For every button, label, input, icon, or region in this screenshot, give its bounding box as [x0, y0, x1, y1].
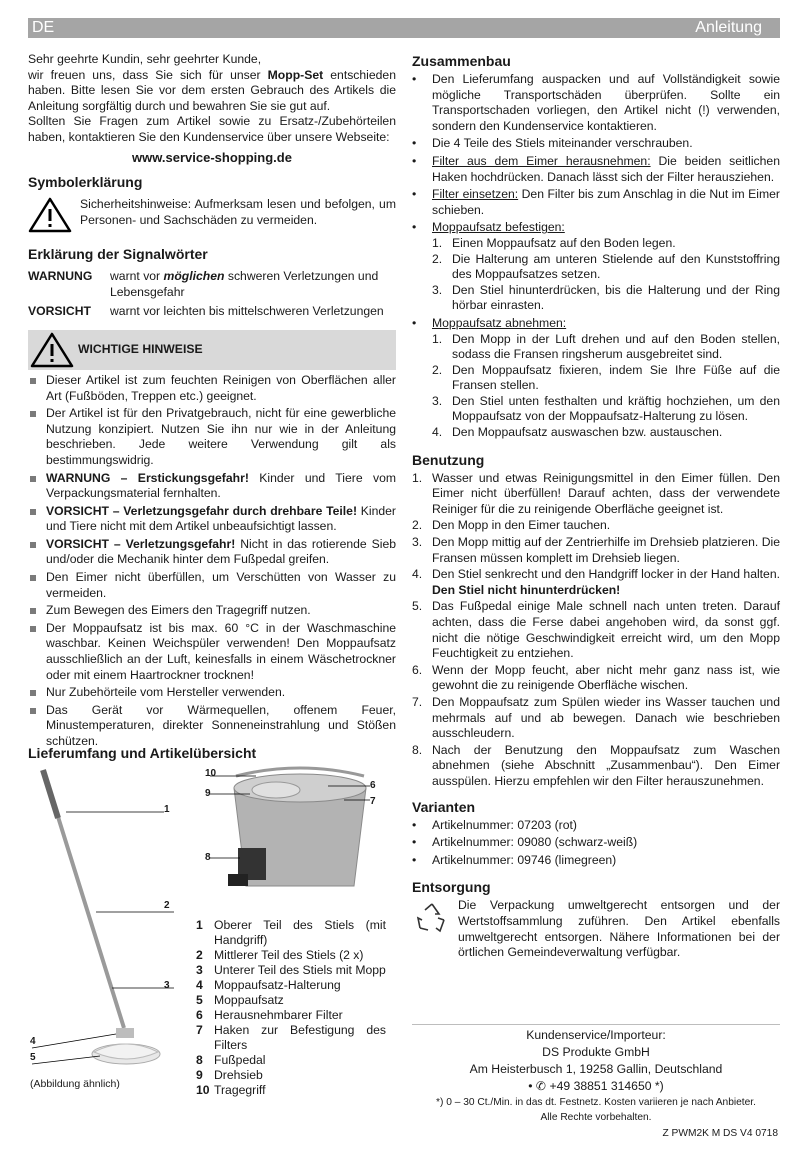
overview-heading: Lieferumfang und Artikelübersicht — [28, 745, 257, 761]
part-number: 1 — [196, 918, 203, 932]
signal-row-caution — [28, 304, 396, 320]
signal-value — [110, 269, 396, 300]
list-item: 8. Nach der Benutzung den Moppaufsatz zum Waschen abnehmen (siehe Abschnitt „Zusammenbau“). Den Eimer ausspülen. Hierzu empfehlen wir den Filter herauszunehmen. — [412, 742, 780, 788]
list-item: Der Artikel ist für den Privatgebrauch, nicht für eine gewerbliche Nutzung konzipiert. Nutzen Sie ihn nur wie in der Anleitung beschrieben. Jede weitere Verwendung gilt als bestimmungswidrig. — [28, 406, 396, 468]
callout: 6 — [370, 780, 376, 791]
mop-handle — [43, 770, 58, 818]
doc-title: Anleitung — [695, 19, 762, 36]
part-number: 5 — [196, 993, 203, 1007]
disposal-heading: Entsorgung — [412, 879, 491, 896]
list-item: • Artikelnummer: 09080 (schwarz-weiß) — [412, 835, 780, 851]
list-item-text: Den Filter bis zum Anschlag in die Nut im Eimer schieben. — [432, 187, 780, 217]
part-label: Tragegriff — [214, 1083, 266, 1097]
list-item-bold: VORSICHT – Verletzungsgefahr durch drehbare Teile! — [46, 503, 358, 518]
disposal-row — [412, 898, 780, 960]
footer — [412, 1024, 780, 1125]
sub-list-text: Den Stiel unten festhalten und kräftig hochziehen, um den Moppaufsatz von der Moppaufsatz-Halterung zu lösen. — [452, 393, 780, 424]
variants-heading: Varianten — [412, 798, 476, 815]
recycle-icon — [412, 898, 452, 938]
list-item: • Die 4 Teile des Stiels miteinander verschrauben. — [412, 136, 780, 152]
parts-list-item — [196, 1053, 386, 1068]
sub-list-item: 1. Einen Moppaufsatz auf den Boden legen. — [432, 235, 676, 250]
part-label: Oberer Teil des Stiels (mit Handgriff) — [214, 918, 386, 947]
list-item-text: Wenn der Mopp feucht, aber nicht mehr ganz nass ist, wie gewohnt die zu reinigende Oberfläche wischen. — [432, 662, 780, 693]
part-number: 3 — [196, 963, 203, 977]
list-item: • Artikelnummer: 07203 (rot) — [412, 818, 780, 834]
list-item-title: Moppaufsatz abnehmen: — [432, 315, 567, 330]
symbols-heading: Symbolerklärung — [28, 174, 143, 191]
signal-key: VORSICHT — [28, 304, 91, 319]
sub-list-text: Den Stiel hinunterdrücken, bis die Halterung und der Ring hörbar einrasten. — [452, 282, 780, 313]
sub-list-text: Einen Moppaufsatz auf den Boden legen. — [452, 235, 676, 250]
list-item: 1. Wasser und etwas Reinigungsmittel in den Eimer füllen. Den Eimer nicht überfüllen! Darauf achten, dass der verwendete Reiniger für die zu reinigende Oberfläche geeignet ist. — [412, 470, 780, 516]
part-number: 7 — [196, 1023, 203, 1037]
footer-line: Kundenservice/Importeur: — [526, 1028, 666, 1042]
list-item — [412, 316, 780, 441]
part-number: 10 — [196, 1083, 210, 1097]
part-label: Fußpedal — [214, 1053, 266, 1067]
signal-text: warnt vor — [110, 269, 164, 284]
language-code: DE — [32, 19, 55, 36]
greeting: Sehr geehrte Kundin, sehr geehrter Kunde, — [28, 52, 262, 66]
signal-key: WARNUNG — [28, 269, 93, 284]
list-item — [412, 154, 780, 185]
callout: 4 — [30, 1036, 36, 1047]
figure-caption: (Abbildung ähnlich) — [30, 1078, 120, 1090]
list-item-bold: Den Stiel nicht hinunterdrücken! — [432, 582, 621, 597]
parts-list-item — [196, 963, 386, 978]
important-notes-bar — [28, 330, 396, 370]
list-item — [412, 220, 780, 314]
important-notes-list — [28, 373, 396, 750]
callout: 2 — [164, 900, 170, 911]
callout: 3 — [164, 980, 170, 991]
list-item-text: Nicht in das rotierende Sieb und/oder die Mechanik hinter dem Fußpedal greifen. — [46, 536, 396, 567]
list-item: Das Gerät vor Wärmequellen, offenem Feuer, Minustemperaturen, direkter Sonneneinstrahlung und Stößen schützen. — [28, 703, 396, 750]
part-label: Moppaufsatz-Halterung — [214, 978, 341, 992]
list-item — [28, 504, 396, 535]
parts-list-item — [196, 978, 386, 993]
list-item — [28, 471, 396, 502]
footer-note: *) 0 – 30 Ct./Min. in das dt. Festnetz. Kosten variieren je nach Anbieter. — [436, 1097, 756, 1108]
list-item-text: Wasser und etwas Reinigungsmittel in den Eimer füllen. Den Eimer nicht überfüllen! Darauf achten, dass der verwendete Reiniger für die zu reinigende Oberfläche geeignet ist. — [432, 470, 780, 516]
list-item-text: Den Stiel senkrecht und den Handgriff locker in der Hand halten. — [432, 567, 781, 582]
signal-value: warnt vor leichten bis mittelschweren Verletzungen — [110, 304, 384, 319]
part-label: Drehsieb — [214, 1068, 263, 1082]
left-column — [28, 52, 396, 752]
warning-triangle-icon — [28, 197, 72, 233]
part-number: 9 — [196, 1068, 203, 1082]
intro-text-c: entschieden haben. Bitte lesen Sie vor dem ersten Gebrauch des Artikels die Anleitung sorgfältig durch und bewahren Sie sie gut auf. — [28, 67, 396, 113]
callout: 9 — [205, 788, 211, 799]
parts-list — [196, 918, 386, 1098]
part-label: Herausnehmbarer Filter — [214, 1008, 343, 1022]
sub-list — [432, 236, 780, 314]
list-item: • Den Lieferumfang auspacken und auf Vollständigkeit sowie mögliche Transportschäden überprüfen. Sollte ein Transportschaden vorliegen, den Artikel nicht (!) verwenden, sondern den Kundenservice kontaktieren. — [412, 72, 780, 134]
sub-list-item: 1. Den Mopp in der Luft drehen und auf den Boden stellen, sodass die Fransen ringsherum ausgebreitet sind. — [432, 331, 780, 362]
signal-text: schweren Verletzungen und Lebensgefahr — [110, 269, 379, 299]
parts-list-item — [196, 993, 386, 1008]
website-link[interactable]: www.service-shopping.de — [132, 149, 292, 165]
parts-list-item — [196, 918, 386, 948]
usage-heading: Benutzung — [412, 451, 485, 468]
part-number: 2 — [196, 948, 203, 962]
list-item: 4. Den Stiel senkrecht und den Handgriff locker in der Hand halten. Den Stiel nicht hinunterdrücken! — [412, 567, 781, 597]
list-item: Zum Bewegen des Eimers den Tragegriff nutzen. — [28, 603, 396, 619]
list-item-text: Den Mopp in den Eimer tauchen. — [432, 518, 611, 533]
disposal-text: Die Verpackung umweltgerecht entsorgen und der Wertstoffsammlung zuführen. Den Artikel ebenfalls umweltgerecht entsorgen. Nähere Informationen bei der örtlichen Gemeindeverwaltung verfügbar. — [458, 898, 780, 960]
list-item-bold: WARNUNG – Erstickungsgefahr! — [46, 470, 249, 485]
document-id: Z PWM2K M DS V4 0718 — [662, 1128, 778, 1139]
mop-holder — [116, 1028, 134, 1038]
parts-list-item — [196, 948, 386, 963]
list-item: Dieser Artikel ist zum feuchten Reinigen von Oberflächen aller Art (Fußböden, Treppen etc.) geeignet. — [28, 373, 396, 404]
list-item — [412, 187, 780, 218]
list-item: 5. Das Fußpedal einige Male schnell nach unten treten. Darauf achten, dass die Ferse dabei angehoben wird, da sonst ggf. nicht die nötige Geschwindigkeit erreicht wird, um den Mopp Feuchtigkeit zu entziehen. — [412, 599, 780, 661]
symbol-row — [28, 197, 396, 233]
signal-row-warning — [28, 269, 396, 300]
parts-list-item — [196, 1083, 386, 1098]
footer-phone: • ✆ +49 38851 314650 *) — [528, 1079, 664, 1093]
part-label: Haken zur Befestigung des Filters — [214, 1023, 386, 1052]
list-item-text: Das Fußpedal einige Male schnell nach unten treten. Darauf achten, dass die Ferse dabei angehoben wird, da sonst ggf. nicht die nötige Geschwindigkeit erreicht wird, um den Mopp Feuchtigkeit zu entziehen. — [432, 599, 780, 661]
part-number: 6 — [196, 1008, 203, 1022]
right-column — [412, 52, 780, 961]
sub-list — [432, 332, 780, 441]
sub-list-text: Den Mopp in der Luft drehen und auf den Boden stellen, sodass die Fransen ringsherum ausgebreitet sind. — [452, 331, 780, 362]
sub-list-item: 3. Den Stiel unten festhalten und kräftig hochziehen, um den Moppaufsatz von der Moppaufsatz-Halterung zu lösen. — [432, 393, 780, 424]
list-item: Der Moppaufsatz ist bis max. 60 °C in der Waschmaschine waschbar. Keinen Weichspüler verwenden! Den Moppaufsatz ausschließlich an der Luft, keinesfalls in einem Wäschetrockner oder mit einem Haartrockner trocknen! — [28, 621, 396, 683]
callout: 5 — [30, 1052, 36, 1063]
important-notes-heading: WICHTIGE HINWEISE — [78, 342, 203, 357]
list-item-text: Nach der Benutzung den Moppaufsatz zum Waschen abnehmen (siehe Abschnitt „Zusammenbau“). Den Eimer ausspülen. Hierzu empfehlen wir den Filter herauszunehmen. — [432, 742, 780, 788]
list-item-title: Filter einsetzen: — [432, 187, 519, 202]
list-item-text: Die beiden seitlichen Haken hochdrücken. Danach lässt sich der Filter herausziehen. — [432, 153, 780, 184]
list-item-title: Filter aus dem Eimer herausnehmen: — [432, 153, 651, 168]
sub-list-item: 3. Den Stiel hinunterdrücken, bis die Halterung und der Ring hörbar einrasten. — [432, 282, 780, 313]
sub-list-text: Die Halterung am unteren Stielende auf den Kunststoffring des Moppaufsatzes setzen. — [452, 251, 780, 282]
list-item-text: Kinder und Tiere vom Verpackungsmaterial fernhalten. — [46, 470, 397, 501]
product-name: Mopp-Set — [267, 67, 324, 82]
intro-text-a: wir freuen uns, dass Sie sich für unser — [28, 67, 268, 82]
callout: 8 — [205, 852, 211, 863]
list-item: Den Eimer nicht überfüllen, um Verschütten von Wasser zu vermeiden. — [28, 570, 396, 601]
footer-line: DS Produkte GmbH — [542, 1045, 650, 1059]
usage-list — [412, 471, 780, 790]
part-label: Mittlerer Teil des Stiels (2 x) — [214, 948, 364, 962]
list-item: Nur Zubehörteile vom Hersteller verwenden. — [28, 685, 396, 701]
footer-rights: Alle Rechte vorbehalten. — [540, 1112, 652, 1123]
list-item: 6. Wenn der Mopp feucht, aber nicht mehr ganz nass ist, wie gewohnt die zu reinigende Oberfläche wischen. — [412, 662, 780, 693]
sub-list-item: 4. Den Moppaufsatz auswaschen bzw. austauschen. — [432, 425, 723, 440]
part-number: 8 — [196, 1053, 203, 1067]
symbol-description: Sicherheitshinweise: Aufmerksam lesen und befolgen, um Personen- und Sachschäden zu vermeiden. — [80, 197, 396, 227]
list-item-title: Moppaufsatz befestigen: — [432, 220, 565, 235]
parts-list-item — [196, 1068, 386, 1083]
sub-list-item: 2. Den Moppaufsatz fixieren, indem Sie Ihre Füße auf die Fransen stellen. — [432, 362, 780, 393]
list-item-bold: VORSICHT – Verletzungsgefahr! — [46, 536, 236, 551]
signal-table — [28, 269, 396, 320]
callout: 7 — [370, 796, 376, 807]
spin-basket — [252, 782, 300, 798]
list-item: 3. Den Mopp mittig auf der Zentrierhilfe im Drehsieb platzieren. Die Fransen müssen komplett im Drehsieb liegen. — [412, 535, 780, 565]
list-item: 7. Den Moppaufsatz zum Spülen wieder ins Wasser tauchen und mehrmals auf und ab bewegen. Danach wie beschrieben ausschleudern. — [412, 694, 780, 741]
warning-triangle-icon — [30, 332, 74, 368]
callout: 10 — [205, 768, 217, 779]
sub-list-item: 2. Die Halterung am unteren Stielende auf den Kunststoffring des Moppaufsatzes setzen. — [432, 251, 780, 282]
part-label: Moppaufsatz — [214, 993, 284, 1007]
contact-paragraph: Sollten Sie Fragen zum Artikel sowie zu Ersatz-/Zubehörteilen haben, kontaktieren Sie den Kundenservice über unsere Webseite: — [28, 114, 396, 144]
list-item-text: Den Mopp mittig auf der Zentrierhilfe im Drehsieb platzieren. Die Fransen müssen komplett im Drehsieb liegen. — [432, 535, 780, 565]
signal-emphasis: möglichen — [163, 269, 225, 284]
footer-line: Am Heisterbusch 1, 19258 Gallin, Deutschland — [469, 1062, 723, 1076]
list-item-text: Den Moppaufsatz zum Spülen wieder ins Wasser tauchen und mehrmals auf und ab bewegen. Danach wie beschrieben ausschleudern. — [432, 694, 780, 741]
parts-list-item — [196, 1008, 386, 1023]
intro-paragraph — [28, 68, 396, 115]
list-item — [28, 537, 396, 568]
parts-list-item — [196, 1023, 386, 1053]
list-item-text: Kinder und Tiere nicht mit dem Artikel unbeaufsichtigt lassen. — [46, 503, 396, 534]
callout: 1 — [164, 804, 170, 815]
list-item: 2. Den Mopp in den Eimer tauchen. — [412, 518, 611, 533]
part-number: 4 — [196, 978, 203, 992]
assembly-heading: Zusammenbau — [412, 53, 511, 69]
part-label: Unterer Teil des Stiels mit Mopp — [214, 963, 386, 977]
sub-list-text: Den Moppaufsatz fixieren, indem Sie Ihre Füße auf die Fransen stellen. — [452, 362, 780, 393]
signals-heading: Erklärung der Signalwörter — [28, 246, 208, 263]
assembly-list — [412, 72, 780, 441]
header-bar — [28, 18, 780, 38]
sub-list-text: Den Moppaufsatz auswaschen bzw. austauschen. — [452, 425, 723, 440]
list-item: • Artikelnummer: 09746 (limegreen) — [412, 853, 780, 869]
variants-list — [412, 818, 780, 869]
